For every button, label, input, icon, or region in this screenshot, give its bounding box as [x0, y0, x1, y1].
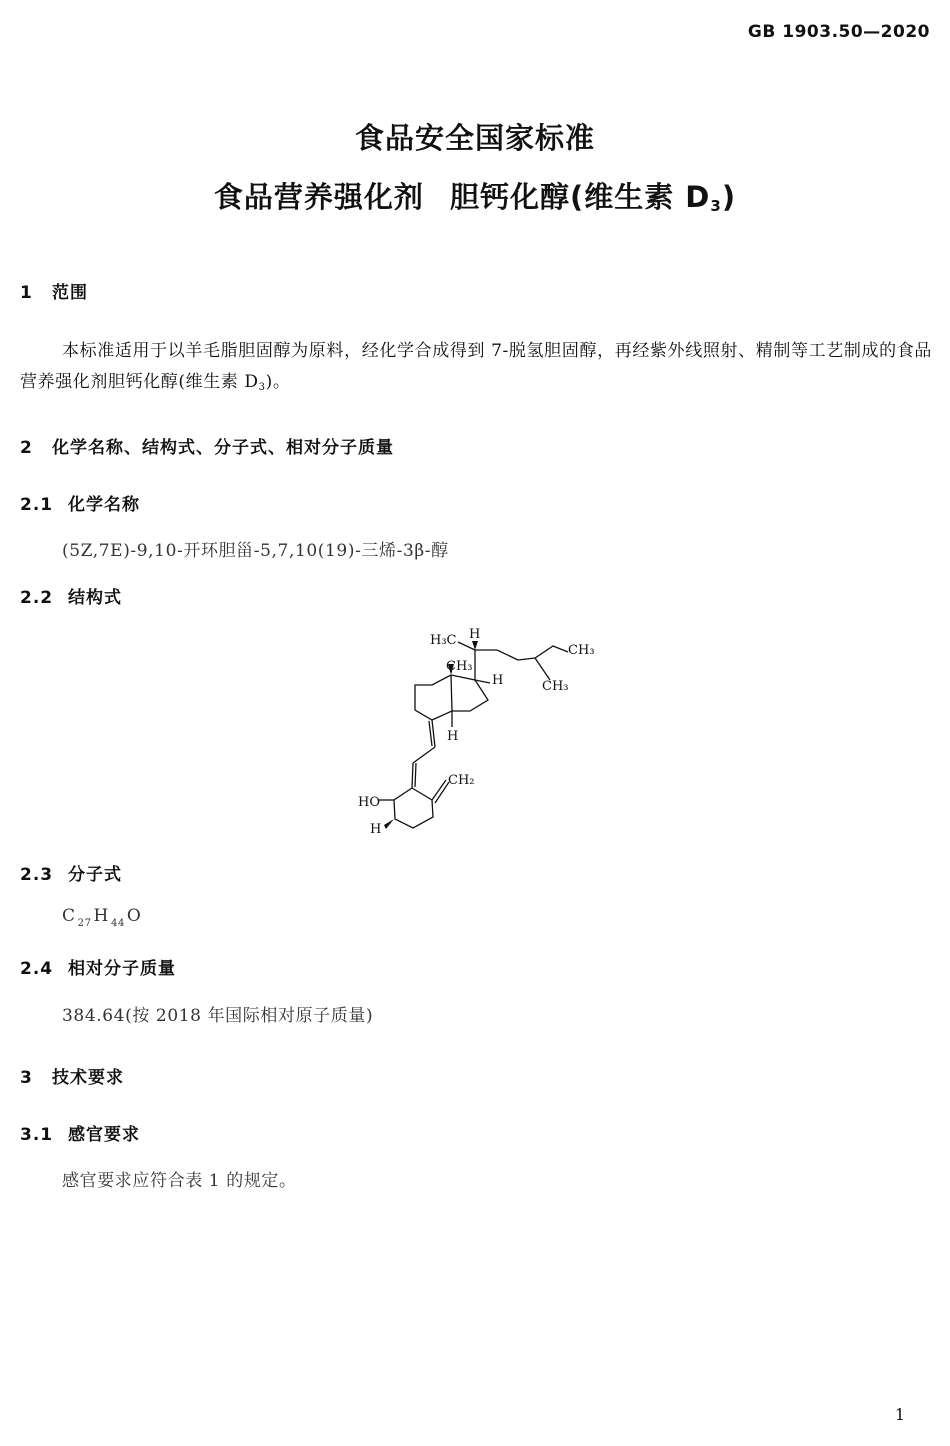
label-h-top: H [469, 627, 481, 642]
section-2-3-heading [20, 860, 122, 885]
title-substance: 胆钙化醇(维生素 D [449, 180, 711, 214]
formula-h: H [93, 906, 109, 926]
section-3-1-heading [20, 1120, 140, 1145]
isopropyl-bond [535, 658, 550, 680]
subsection-number: 2.4 [20, 959, 54, 979]
subsection-title: 感官要求 [68, 1125, 140, 1145]
scope-text: 本标准适用于以羊毛脂胆固醇为原料，经化学合成得到 7-脱氢胆固醇，再经紫外线照射、精制等工艺制成的食品营养强化剂胆钙化醇(维生素 D [20, 341, 932, 392]
label-h-side: H [492, 673, 504, 688]
skeleton-bonds [378, 642, 568, 828]
section-title: 技术要求 [52, 1068, 124, 1088]
formula-o: O [126, 906, 142, 926]
label-ch3-ring: CH₃ [446, 659, 473, 674]
section-2-4-heading [20, 954, 176, 979]
scope-text-end: )。 [265, 372, 291, 392]
section-2-1-heading [20, 490, 140, 515]
sensory-requirement-text: 感官要求应符合表 1 的规定。 [62, 1171, 297, 1191]
section-3-heading [20, 1063, 124, 1088]
section-title: 范围 [52, 283, 88, 303]
title-subscript: 3 [710, 197, 722, 215]
subsection-number: 2.3 [20, 865, 54, 885]
standard-prefix: GB [747, 22, 776, 42]
molecular-formula [62, 906, 141, 929]
section-number: 1 [20, 283, 33, 303]
c8-bond [432, 720, 435, 747]
label-ho: HO [358, 795, 380, 810]
subsection-title: 分子式 [68, 865, 122, 885]
title-category: 食品营养强化剂 [213, 180, 424, 214]
structural-formula [350, 620, 610, 845]
methyl-21-bond [458, 642, 475, 650]
side-chain [475, 646, 568, 680]
formula-c: C [62, 906, 76, 926]
section-1-heading [20, 278, 88, 303]
c8-double [429, 721, 432, 746]
molecular-mass: 384.64(按 2018 年国际相对原子质量) [62, 1006, 374, 1026]
ring-a [394, 788, 433, 828]
label-ch3-mid: CH₃ [542, 679, 569, 694]
section-2-2-heading [20, 583, 122, 608]
document-title-line1: 食品安全国家标准 [354, 121, 595, 155]
section-title: 化学名称、结构式、分子式、相对分子质量 [52, 438, 394, 458]
chemical-name: (5Z,7E)-9,10-开环胆甾-5,7,10(19)-三烯-3β-醇 [62, 541, 449, 561]
label-h-bottom: H [370, 822, 382, 837]
ring-d [451, 675, 488, 711]
formula-h-count: 44 [110, 918, 125, 929]
scope-subscript: 3 [258, 382, 266, 393]
section-number: 2 [20, 438, 33, 458]
standard-number: 1903.50—2020 [782, 22, 930, 42]
c5-c6-bond [412, 763, 413, 788]
section-number: 3 [20, 1068, 33, 1088]
label-ch2: CH₂ [448, 773, 475, 788]
formula-c-count: 27 [77, 918, 92, 929]
subsection-title: 结构式 [68, 588, 122, 608]
page-number: 1 [894, 1405, 905, 1424]
standard-code [748, 22, 930, 42]
scope-paragraph [20, 336, 932, 403]
c6-c7-bond [413, 747, 435, 763]
section-2-heading [20, 433, 394, 458]
ring-c [415, 675, 452, 720]
label-ch3-right: CH₃ [568, 643, 595, 658]
label-h3c: H₃C [430, 633, 457, 648]
subsection-number: 3.1 [20, 1125, 54, 1145]
document-title-line2 [0, 175, 950, 216]
subsection-title: 化学名称 [68, 495, 140, 515]
h3-wedge [384, 819, 394, 829]
subsection-title: 相对分子质量 [68, 959, 176, 979]
c5-c6-double [415, 763, 416, 787]
subsection-number: 2.2 [20, 588, 54, 608]
label-h-ring: H [447, 729, 459, 744]
title-close-paren: ) [721, 180, 737, 214]
subsection-number: 2.1 [20, 495, 54, 515]
